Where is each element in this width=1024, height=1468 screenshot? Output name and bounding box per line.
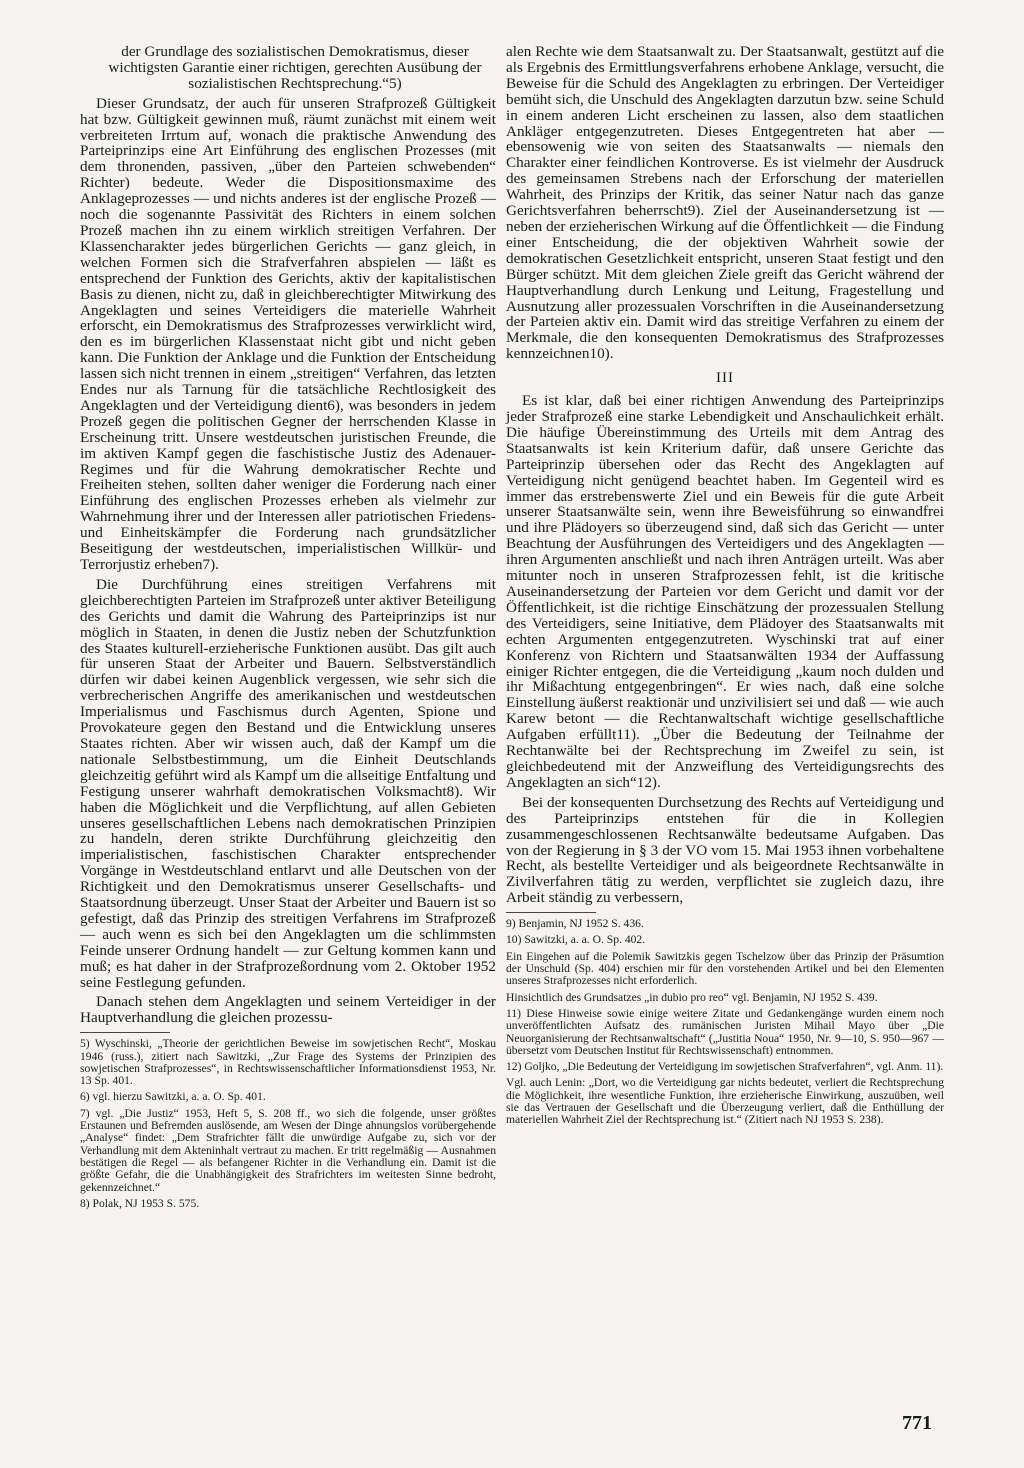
footnote: 7) vgl. „Die Justiz“ 1953, Heft 5, S. 208 ff., wo sich die folgende, unser größtes Erstaunen und Befremden auslösende, am Wesen der Dinge ahnungslos vorübergehende „Analyse“ findet: „Dem Strafrichter fällt die unwürdige Aufgabe zu, sich vor der Verhandlung mit dem Akteninhalt vertraut zu machen. Er tritt regelmäßig — Ausnahmen bestätigen die Regel — als befangener Richter in die Verhandlung ein. Damit ist die größte Gefahr, die die Unabhängigkeit des Strafrichters im weitesten Sinne bedroht, gekennzeichnet.“: [80, 1106, 496, 1194]
footnotes-right: [506, 918, 944, 1126]
footnote: 12) Goljko, „Die Bedeutung der Verteidigung im sowjetischen Strafverfahren“, vgl. Anm. 11).: [506, 1060, 944, 1074]
paragraph: Es ist klar, daß bei einer richtigen Anwendung des Parteiprinzips jeder Strafprozeß eine starke Lebendigkeit und Anschaulichkeit erhält. Die häufige Übereinstimmung des Urteils mit dem Antrag des Staatsanwalts ist kein Kriterium dafür, daß unsere Gerichte das Parteiprinzip übersehen oder das Recht des Angeklagten auf Verteidigung nicht genügend beachtet haben. Im Gegenteil wird es immer das erstrebenswerte Ziel und ein Beweis für die gute Arbeit unserer Staatsanwälte sein, wenn ihre Beweisführung so einwandfrei und ihre Plädoyers so überzeugend sind, daß sich das Gericht — unter Beachtung der Ausführungen des Verteidigers und des Angeklagten — ihren Argumenten anschließt und nach ihren Anträgen urteilt. Was aber mitunter noch in unseren Strafprozessen fehlt, ist die kritische Auseinandersetzung der Parteien vor dem Gericht und damit vor der Öffentlichkeit, ist die richtige Einschätzung der prozessualen Stellung des Verteidigers, seine Initiative, dem Plädoyer des Staatsanwalts mit echten Argumenten entgegenzutreten. Wyschinski trat auf einer Konferenz von Richtern und Staatsanwälten 1934 der Auffassung einiger Richter entgegen, die die Verteidigung „kaum noch dulden und ihr Mißachtung entgegenbringen“. Er wies nach, daß eine solche Einstellung äußerst reaktionär und unzivilisiert sei und daß — wie auch Karew betont — die Rechtanwaltschaft wichtige gesellschaftliche Aufgaben erfüllt11). „Über die Bedeutung der Teilnahme der Rechtanwälte bei der Rechtsprechung im Zweifel zu sein, ist gleichbedeutend mit der Anzweiflung des Verteidigungsrechts des Angeklagten an sich“12).: [506, 392, 944, 791]
footnote-divider: [506, 912, 596, 913]
page-number: 771: [902, 1412, 932, 1434]
section-heading: III: [716, 370, 734, 387]
left-column: [80, 44, 496, 1214]
footnote-divider: [80, 1032, 170, 1033]
footnote: 9) Benjamin, NJ 1952 S. 436.: [506, 917, 644, 931]
paragraph: Danach stehen dem Angeklagten und seinem Verteidiger in der Hauptverhandlung die gleichen prozessu-: [80, 993, 496, 1027]
quote-continuation: der Grundlage des sozialistischen Demokratismus, dieser wichtigsten Garantie einer richtigen, gerechten Ausübung der sozialistischen Rechtsprechung.“5): [108, 43, 482, 92]
footnote: Hinsichtlich des Grundsatzes „in dubio pro reo“ vgl. Benjamin, NJ 1952 S. 439.: [506, 990, 878, 1004]
footnote: Vgl. auch Lenin: „Dort, wo die Verteidigung gar nichts bedeutet, verliert die Rechtsprechung die Möglichkeit, ihre wesentliche Funktion, ihre erzieherische Einwirkung, auszuüben, weil sie das Vertrauen der Gesellschaft und die Überzeugung verliert, daß die Enthüllung der materiellen Wahrheit Ziel der Rechtsprechung ist.“ (Zitiert nach NJ 1953 S. 238).: [506, 1076, 944, 1127]
paragraph: alen Rechte wie dem Staatsanwalt zu. Der Staatsanwalt, gestützt auf die als Ergebnis des Ermittlungsverfahrens erhobene Anklage, versucht, die Beweise für die Schuld des Angeklagten zu erbringen. Der Verteidiger bemüht sich, die Unschuld des Angeklagten darzutun bzw. seine Schuld in einem anderen Licht erscheinen zu lassen, also dem staatlichen Ankläger entgegenzutreten. Dieses Entgegentreten hat aber — ebensowenig wie von seiten des Staatsanwalts — niemals den Charakter einer feindlichen Kontroverse. Es ist vielmehr der Ausdruck des gemeinsamen Strebens nach der Erforschung der materiellen Wahrheit, des Prinzips der Kritik, das seiner Natur nach das ganze Gerichtsverfahren beherrscht9). Ziel der Auseinandersetzung ist — neben der erzieherischen Wirkung auf die Öffentlichkeit — die Findung einer Entscheidung, die der objektiven Wahrheit sowie der demokratischen Gesetzlichkeit entspricht, unseren Staat festigt und den Bürger schützt. Mit dem gleichen Ziele greift das Gericht während der Hauptverhandlung durch Lenkung und Leitung, Fragestellung und Ausnutzung aller prozessualen Vorschriften in die Auseinandersetzung der Parteien aktiv ein. Damit wird das streitige Verfahren zu einem der Merkmale, die den konsequenten Demokratismus des Strafprozesses kennzeichnen10).: [506, 43, 944, 363]
right-column: [506, 44, 944, 1131]
footnote: Ein Eingehen auf die Polemik Sawitzkis gegen Tschelzow über das Prinzip der Präsumtion der Unschuld (Sp. 404) erschien mir für den vorstehenden Artikel und bei den Elementen unseres Strafprozesses nicht erforderlich.: [506, 949, 944, 988]
footnote: 11) Diese Hinweise sowie einige weitere Zitate und Gedankengänge wurden einem noch unveröffentlichten Aufsatz des rumänischen Juristen Mihail Mayo über „Die Neuorganisierung der Rechtsanwaltschaft“ („Justitia Noua“ 1950, Nr. 9—10, S. 950—967 — übersetzt vom Deutschen Institut für Rechtswissenschaft) entnommen.: [506, 1006, 944, 1057]
footnote: 5) Wyschinski, „Theorie der gerichtlichen Beweise im sowjetischen Recht“, Moskau 1946 (russ.), zitiert nach Sawitzki, „Zur Frage des Systems der Prinzipien des sowjetischen Strafprozesses“, in Rechtswissenschaftlicher Informationsdienst 1953, Nr. 13 Sp. 401.: [80, 1037, 496, 1088]
footnotes-left: [80, 1038, 496, 1210]
paragraph: Dieser Grundsatz, der auch für unseren Strafprozeß Gültigkeit hat bzw. Gültigkeit gewinnen muß, räumt zunächst mit einem weit verbreiteten Irrtum auf, wonach die praktische Anwendung des Parteiprinzips eine Art Einführung des englischen Prozesses (mit dem thronenden, passiven, „über den Parteien schwebenden“ Richter) bedeute. Weder die Dispositionsmaxime des Anklageprozesses — und nichts anderes ist der englische Prozeß — noch die sogenannte Passivität des Richters in einem solchen Prozeß machen ihn zu einem wirklich streitigen Verfahren. Der Klassencharakter jedes bürgerlichen Gerichts — ganz gleich, in welchen Formen sich die Strafverfahren abspielen — läßt es entsprechend der Funktion des Gerichts, aktiv der kapitalistischen Basis zu dienen, nicht zu, daß in gleichberechtigter Mitwirkung des Angeklagten und seines Verteidigers die materielle Wahrheit erforscht, ein Demokratismus des Strafprozesses verwirklicht wird, den es im bürgerlichen Klassenstaat nicht gibt und nicht geben kann. Die Funktion der Anklage und die Funktion der Entscheidung lassen sich nicht trennen in einem „streitigen“ Verfahren, das letzten Endes nur als Tarnung für die tatsächliche Rechtlosigkeit des Angeklagten und der Verteidigung dient6), was besonders in jedem Prozeß gegen die politischen Gegner der herrschenden Klasse in Erscheinung tritt. Unsere westdeutschen juristischen Freunde, die im aktiven Kampf gegen die faschistische Justiz des Adenauer-Regimes und für die Wahrung demokratischer Rechte und Freiheiten stehen, sollten daher weniger die Forderung nach einer Einführung des englischen Prozesses erheben als vielmehr zur Wahrnehmung ihrer und der Interessen aller patriotischen Friedens- und Einheitskämpfer die Forderung nach grundsätzlicher Beseitigung der westdeutschen, imperialistischen Willkür- und Terrorjustiz erheben7).: [80, 94, 496, 573]
footnote: 8) Polak, NJ 1953 S. 575.: [80, 1196, 200, 1210]
paragraph: Die Durchführung eines streitigen Verfahrens mit gleichberechtigten Parteien im Strafprozeß unter aktiver Beteiligung des Gerichts und damit die Wahrung des Parteiprinzips ist nur möglich in Staaten, in denen die Justiz neben der Schutzfunktion des Staates kulturell-erzieherische Funktionen ausübt. Das gilt auch für unseren Staat der Arbeiter und Bauern. Selbstverständlich dürfen wir dabei keinen Augenblick vergessen, wie sehr sich die verbrecherischen Angriffe des amerikanischen und westdeutschen Imperialismus und Faschismus durch Agenten, Spione und Provokateure gegen den Bestand und die Entwicklung unseres Staates richten. Aber wir wissen auch, daß der Kampf um die nationale Selbstbestimmung, um die Einheit Deutschlands gleichzeitig geführt wird als Kampf um die allseitige Entfaltung und Festigung unserer wahrhaft demokratischen Volksmacht8). Wir haben die Möglichkeit und die Verpflichtung, auf allen Gebieten unseres gesellschaftlichen Lebens nach demokratischen Prinzipien zu handeln, deren strikte Durchführung gleichzeitig den imperialistischen, faschistischen Charakter entsprechender Vorgänge in Westdeutschland entlarvt und alle Deutschen von der Richtigkeit und den Demokratismus unserer Gesellschafts- und Staatsordnung überzeugt. Unser Staat der Arbeiter und Bauern ist so gefestigt, daß das Prinzip des streitigen Verfahrens im Strafprozeß — auch wenn es sich bei den Angeklagten um die schlimmsten Feinde unserer Ordnung handelt — zur Geltung kommen kann und muß; es hat daher in der Strafprozeßordnung vom 2. Oktober 1952 seine Festlegung gefunden.: [80, 575, 496, 991]
footnote: 6) vgl. hierzu Sawitzki, a. a. O. Sp. 401.: [80, 1090, 266, 1104]
footnote: 10) Sawitzki, a. a. O. Sp. 402.: [506, 933, 646, 947]
paragraph: Bei der konsequenten Durchsetzung des Rechts auf Verteidigung und des Parteiprinzips entstehen für die in Kollegien zusammengeschlossenen Rechtsanwälte bedeutsame Aufgaben. Das von der Regierung in § 3 der VO vom 15. Mai 1953 ihnen vorbehaltene Recht, als bestellte Verteidiger und als beigeordnete Rechtsanwälte in Zivilverfahren tätig zu werden, verpflichtet sie zugleich dazu, ihre Arbeit ständig zu verbessern,: [506, 793, 944, 907]
